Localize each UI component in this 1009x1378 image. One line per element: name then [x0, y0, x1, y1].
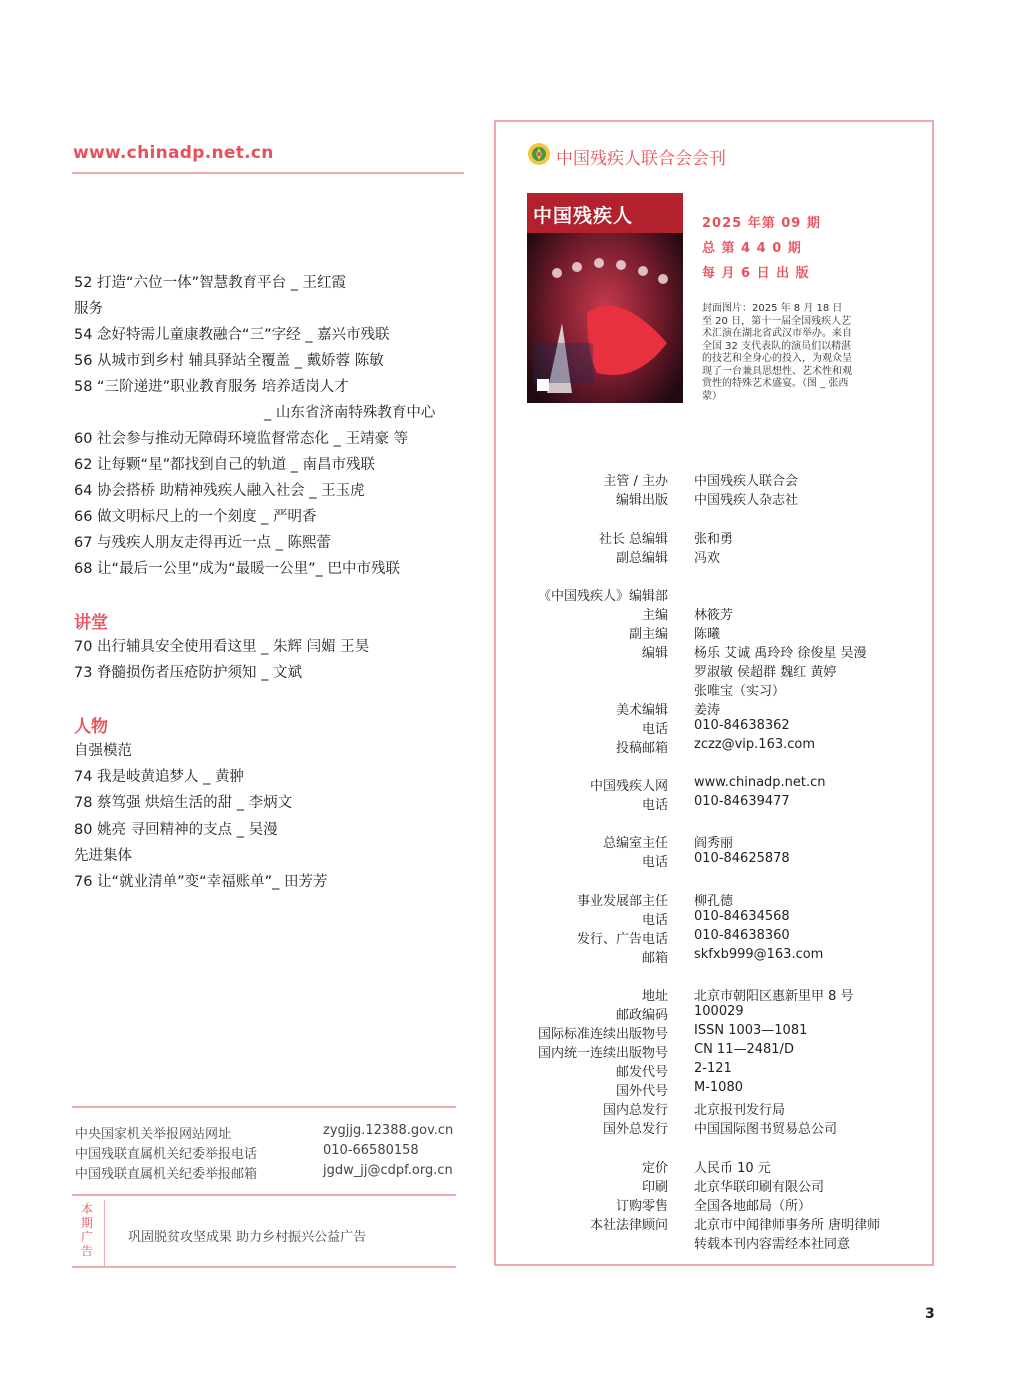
- info-value: 张唯宝（实习）: [694, 684, 786, 699]
- ad-tag: 本期广告: [80, 1202, 93, 1258]
- info-value: 柳孔德: [694, 894, 734, 909]
- info-label: 社长 总编辑: [598, 532, 668, 547]
- info-value: 北京市朝阳区惠新里甲 8 号: [694, 989, 854, 1004]
- info-value: 张和勇: [694, 532, 734, 547]
- info-value: 转载本刊内容需经本社同意: [694, 1237, 851, 1252]
- info-label: 编辑: [641, 646, 668, 661]
- email-link[interactable]: zczz@vip.163.com: [694, 737, 816, 752]
- toc-item[interactable]: 54 念好特需儿童康教融合“三”字经 _ 嘉兴市残联: [74, 327, 390, 343]
- info-label: 国外代号: [615, 1084, 668, 1099]
- report-label: 中央国家机关举报网站网址: [75, 1127, 232, 1142]
- toc-item[interactable]: 74 我是岐黄追梦人 _ 黄翀: [74, 769, 245, 785]
- info-label: 印刷: [641, 1180, 668, 1195]
- info-value: 罗淑敏 侯超群 魏红 黄婷: [694, 665, 837, 680]
- info-value: 姜涛: [694, 703, 721, 718]
- phone-value[interactable]: 010-84625878: [694, 851, 790, 866]
- info-label: 本社法律顾问: [589, 1218, 668, 1233]
- section-title-people: 人物: [74, 717, 108, 737]
- info-label: 事业发展部主任: [576, 894, 668, 909]
- cdpf-emblem-icon: [527, 142, 551, 166]
- journal-title: 中国残疾人联合会会刊: [556, 149, 726, 169]
- toc-item[interactable]: 52 打造“六位一体”智慧教育平台 _ 王红霞: [74, 275, 347, 291]
- info-label: 邮政编码: [615, 1008, 668, 1023]
- info-label: 副主编: [628, 627, 668, 642]
- toc-item[interactable]: 68 让“最后一公里”成为“最暖一公里”_ 巴中市残联: [74, 561, 400, 577]
- issue-total: 总 第 4 4 0 期: [702, 241, 802, 256]
- phone-value[interactable]: 010-84639477: [694, 794, 790, 809]
- ad-bottom-rule: [72, 1266, 456, 1268]
- info-label: 订购零售: [615, 1199, 668, 1214]
- toc-item[interactable]: 76 让“就业清单”变“幸福账单”_ 田芳芳: [74, 874, 328, 890]
- info-value: 人民币 10 元: [694, 1161, 771, 1176]
- toc-item[interactable]: 78 蔡笃强 烘焙生活的甜 _ 李炳文: [74, 795, 293, 811]
- toc-subheading: 服务: [74, 301, 103, 317]
- cover-image[interactable]: [527, 193, 683, 403]
- info-value: 林筱芳: [694, 608, 734, 623]
- toc-item[interactable]: 70 出行辅具安全使用看这里 _ 朱辉 闫媚 王昊: [74, 639, 370, 655]
- info-value: CN 11—2481/D: [694, 1042, 794, 1057]
- cover-title: 中国残疾人: [533, 205, 634, 227]
- info-label: 美术编辑: [615, 703, 668, 718]
- editorial-dept-heading: 《中国残疾人》编辑部: [537, 589, 668, 604]
- info-value: 陈曦: [694, 627, 721, 642]
- phone-value[interactable]: 010-84634568: [694, 909, 790, 924]
- toc-item-continuation[interactable]: _ 山东省济南特殊教育中心: [264, 405, 436, 421]
- info-label: 总编室主任: [602, 836, 668, 851]
- page-number: 3: [925, 1306, 935, 1322]
- section-title-lecture: 讲堂: [74, 613, 108, 633]
- toc-item[interactable]: 62 让每颗“星”都找到自己的轨道 _ 南昌市残联: [74, 457, 376, 473]
- toc-item[interactable]: 67 与残疾人朋友走得再近一点 _ 陈熙蕾: [74, 535, 332, 551]
- info-value: ISSN 1003—1081: [694, 1023, 808, 1038]
- ad-text[interactable]: 巩固脱贫攻坚成果 助力乡村振兴公益广告: [128, 1230, 367, 1245]
- info-label: 电话: [641, 722, 668, 737]
- toc-subheading: 先进集体: [74, 848, 132, 864]
- info-value: 中国国际图书贸易总公司: [694, 1122, 838, 1137]
- issue-number: 2025 年第 09 期: [702, 216, 821, 231]
- info-label: 国际标准连续出版物号: [537, 1027, 668, 1042]
- header-rule: [72, 172, 464, 174]
- info-label: 编辑出版: [615, 493, 668, 508]
- toc-item[interactable]: 64 协会搭桥 助精神残疾人融入社会 _ 王玉虎: [74, 483, 365, 499]
- cover-caption: 封面图片：2025 年 8 月 18 日至 20 日，第十一届全国残疾人艺术汇演在湖北省武汉市举办。来自全国 32 支代表队的演员们以精湛的技艺和全身心的投入，为观众呈现了一台兼具思想性、艺术性和观赏性的特殊艺术盛宴。（图 _ 张西蒙）: [702, 303, 852, 402]
- info-label: 地址: [641, 989, 668, 1004]
- info-label: 电话: [641, 855, 668, 870]
- info-label: 电话: [641, 798, 668, 813]
- website-link[interactable]: www.chinadp.net.cn: [694, 775, 826, 790]
- info-label: 国内统一连续出版物号: [537, 1046, 668, 1061]
- report-value-phone[interactable]: 010-66580158: [323, 1143, 419, 1158]
- toc-item[interactable]: 58 “三阶递进”职业教育服务 培养适岗人才: [74, 379, 349, 395]
- info-label: 主管 / 主办: [603, 474, 668, 489]
- email-link[interactable]: skfxb999@163.com: [694, 947, 824, 962]
- issue-schedule: 每 月 6 日 出 版: [702, 266, 810, 281]
- report-label: 中国残联直属机关纪委举报电话: [75, 1147, 258, 1162]
- info-label: 发行、广告电话: [576, 932, 668, 947]
- info-label: 副总编辑: [615, 551, 668, 566]
- info-value: 阎秀丽: [694, 836, 734, 851]
- info-label: 定价: [641, 1161, 668, 1176]
- toc-subheading: 自强模范: [74, 743, 132, 759]
- phone-value[interactable]: 010-84638360: [694, 928, 790, 943]
- report-top-rule: [72, 1106, 456, 1108]
- ad-divider: [104, 1200, 105, 1266]
- phone-value[interactable]: 010-84638362: [694, 718, 790, 733]
- toc-item[interactable]: 80 姚亮 寻回精神的支点 _ 吴漫: [74, 822, 278, 838]
- info-label: 邮箱: [641, 951, 668, 966]
- info-label: 投稿邮箱: [615, 741, 668, 756]
- info-value: 北京报刊发行局: [694, 1103, 786, 1118]
- toc-item[interactable]: 73 脊髓损伤者压疮防护须知 _ 文斌: [74, 665, 303, 681]
- info-label: 国内总发行: [602, 1103, 668, 1118]
- toc-item[interactable]: 66 做文明标尺上的一个刻度 _ 严明香: [74, 509, 317, 525]
- info-value: 中国残疾人联合会: [694, 474, 799, 489]
- info-value: 北京华联印刷有限公司: [694, 1180, 825, 1195]
- report-label: 中国残联直属机关纪委举报邮箱: [75, 1167, 258, 1182]
- info-value: 100029: [694, 1004, 744, 1019]
- report-value-link[interactable]: zygjjg.12388.gov.cn: [323, 1123, 454, 1138]
- info-value: 全国各地邮局（所）: [694, 1199, 812, 1214]
- info-value: 北京市中闻律师事务所 唐明律师: [694, 1218, 881, 1233]
- info-label: 中国残疾人网: [589, 779, 668, 794]
- info-value: 中国残疾人杂志社: [694, 493, 799, 508]
- info-label: 国外总发行: [602, 1122, 668, 1137]
- info-value: 冯欢: [694, 551, 721, 566]
- info-label: 电话: [641, 913, 668, 928]
- toc-item[interactable]: 60 社会参与推动无障碍环境监督常态化 _ 王靖豪 等: [74, 431, 409, 447]
- report-value-email[interactable]: jgdw_jj@cdpf.org.cn: [323, 1163, 453, 1178]
- ad-top-rule: [72, 1194, 456, 1196]
- toc-item[interactable]: 56 从城市到乡村 辅具驿站全覆盖 _ 戴娇蓉 陈敏: [74, 353, 384, 369]
- info-value: 杨乐 艾诚 禹玲玲 徐俊星 吴漫: [694, 646, 867, 661]
- info-label: 主编: [641, 608, 668, 623]
- info-value: M-1080: [694, 1080, 743, 1095]
- info-label: 邮发代号: [615, 1065, 668, 1080]
- info-value: 2-121: [694, 1061, 732, 1076]
- site-url[interactable]: www.chinadp.net.cn: [73, 143, 274, 163]
